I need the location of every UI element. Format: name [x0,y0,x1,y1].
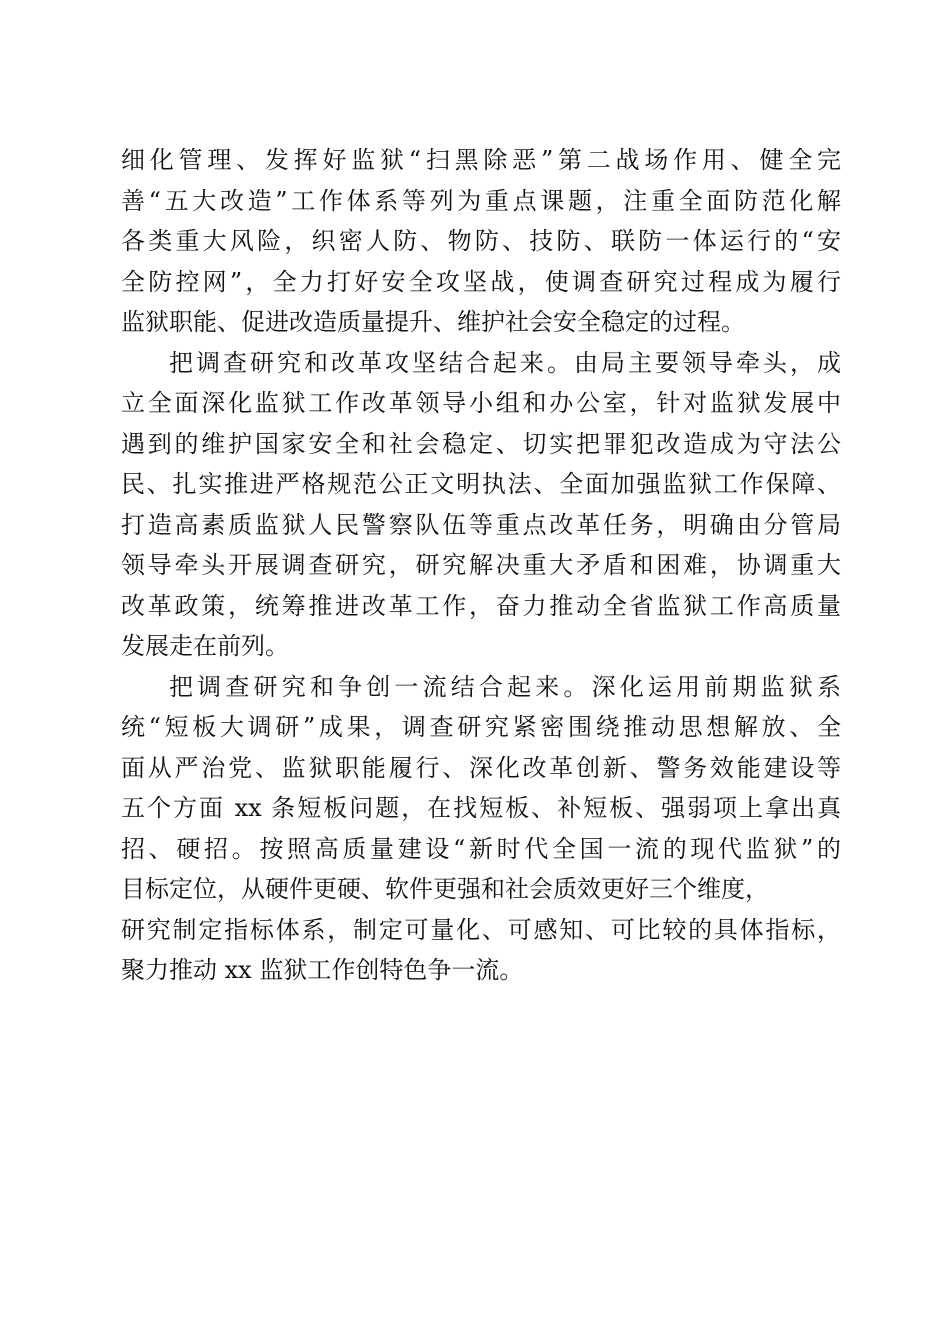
text-line: 把调查研究和争创一流结合起来。深化运用前期监狱系 [169,672,841,701]
text-line: 面从严治党、监狱职能履行、深化改革创新、警务效能建设等 [121,753,841,782]
text-line: 改革政策，统筹推进改革工作，奋力推动全省监狱工作高质量 [121,591,841,620]
text-line: 全防控网”，全力打好安全攻坚战，使调查研究过程成为履行 [121,267,841,296]
text-line: 民、扎实推进严格规范公正文明执法、全面加强监狱工作保障、 [121,470,841,498]
text-line: 各类重大风险，织密人防、物防、技防、联防一体运行的“安 [121,227,841,255]
text-line: 研究制定指标体系，制定可量化、可感知、可比较的具体指标， [121,915,841,944]
text-line: 领导牵头开展调查研究，研究解决重大矛盾和困难，协调重大 [121,551,841,579]
text-line: 遇到的维护国家安全和社会稳定、切实把罪犯改造成为守法公 [121,429,841,458]
paragraph-1 [121,140,841,343]
text-line: 打造高素质监狱人民警察队伍等重点改革任务，明确由分管局 [121,510,841,539]
text-line: 聚力推动 xx 监狱工作创特色争一流。 [121,956,524,984]
text-line: 细化管理、发挥好监狱“扫黑除恶”第二战场作用、健全完 [121,146,841,174]
body-text [121,140,841,991]
text-line: 五个方面 xx 条短板问题，在找短板、补短板、强弱项上拿出真 [121,794,841,822]
text-line: 发展走在前列。 [121,632,289,660]
paragraph-2 [121,343,841,667]
paragraph-3 [121,667,841,991]
text-line: 目标定位，从硬件更硬、软件更强和社会质效更好三个维度， [121,875,769,903]
text-line: 立全面深化监狱工作改革领导小组和办公室，针对监狱发展中 [121,389,841,417]
text-line: 招、硬招。按照高质量建设“新时代全国一流的现代监狱”的 [121,834,841,863]
text-line: 统“短板大调研”成果，调查研究紧密围绕推动思想解放、全 [121,713,841,741]
text-line: 监狱职能、促进改造质量提升、维护社会安全稳定的过程。 [121,308,745,336]
text-line: 把调查研究和改革攻坚结合起来。由局主要领导牵头，成 [169,348,841,377]
text-line: 善“五大改造”工作体系等列为重点课题，注重全面防范化解 [121,186,841,215]
